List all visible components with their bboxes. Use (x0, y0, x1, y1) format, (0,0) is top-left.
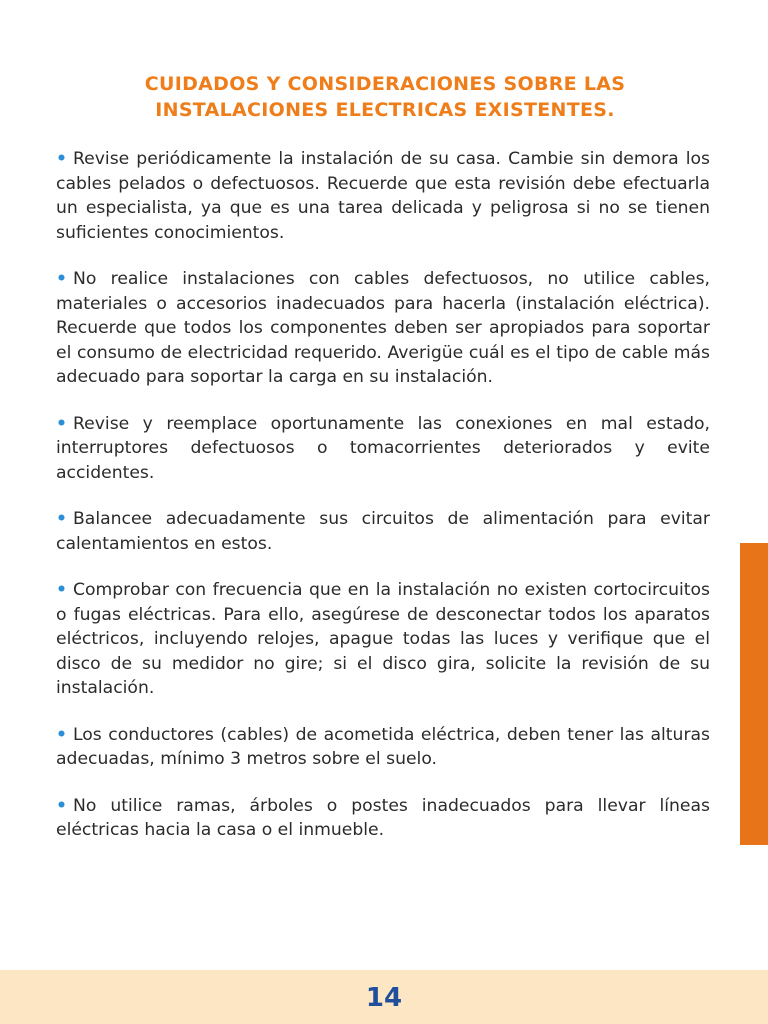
paragraph-6 (56, 723, 710, 772)
title-line-1: CUIDADOS Y CONSIDERACIONES SOBRE LAS (144, 72, 626, 95)
bullet-icon: • (56, 509, 67, 529)
paragraph-5 (56, 578, 710, 701)
title-line-2: INSTALACIONES ELECTRICAS EXISTENTES. (155, 98, 615, 121)
bullet-icon: • (56, 724, 67, 745)
paragraph-text: Revise periódicamente la instalación de su casa. Cambie sin demora los cables pelados o defectuosos. Recuerde que esta revisión debe efectuarla un especialista, ya que es una tarea delicada y peligrosa si no se tienen suficientes conocimientos. (56, 149, 710, 243)
body-content (56, 147, 710, 865)
page-number: 14 (365, 983, 403, 1013)
paragraph-text: No realice instalaciones con cables defectuosos, no utilice cables, materiales o accesorios inadecuados para hacerla (instalación eléctrica). Recuerde que todos los componentes deben ser apropiados para soportar el consumo de electricidad requerido. Averigüe cuál es el tipo de cable más adecuado para soportar la carga en su instalación. (56, 269, 710, 387)
paragraph-4 (56, 507, 710, 556)
bullet-icon: • (56, 149, 67, 169)
bullet-icon: • (56, 269, 67, 289)
bullet-icon: • (56, 580, 67, 600)
paragraph-3 (56, 412, 710, 486)
paragraph-text: Balancee adecuadamente sus circuitos de alimentación para evitar calentamientos en estos. (56, 509, 710, 554)
paragraph-text: Revise y reemplace oportunamente las conexiones en mal estado, interruptores defectuosos o tomacorrientes deteriorados y evite accidentes. (56, 413, 710, 483)
paragraph-text: No utilice ramas, árboles o postes inadecuados para llevar líneas eléctricas hacia la casa o el inmueble. (56, 795, 710, 840)
side-tab-marker (740, 543, 768, 845)
page-footer (0, 970, 768, 1024)
page-title (60, 71, 710, 123)
paragraph-7 (56, 794, 710, 843)
paragraph-text: Comprobar con frecuencia que en la instalación no existen cortocircuitos o fugas eléctricas. Para ello, asegúrese de desconectar todos los aparatos eléctricos, incluyendo relojes, apague todas las luces y verifique que el disco de su medidor no gire; si el disco gira, solicite la revisión de su instalación. (56, 580, 710, 698)
bullet-icon: • (56, 413, 67, 434)
bullet-icon: • (56, 795, 67, 816)
paragraph-text: Los conductores (cables) de acometida eléctrica, deben tener las alturas adecuadas, mínimo 3 metros sobre el suelo. (56, 724, 710, 769)
paragraph-2 (56, 267, 710, 390)
paragraph-1 (56, 147, 710, 245)
